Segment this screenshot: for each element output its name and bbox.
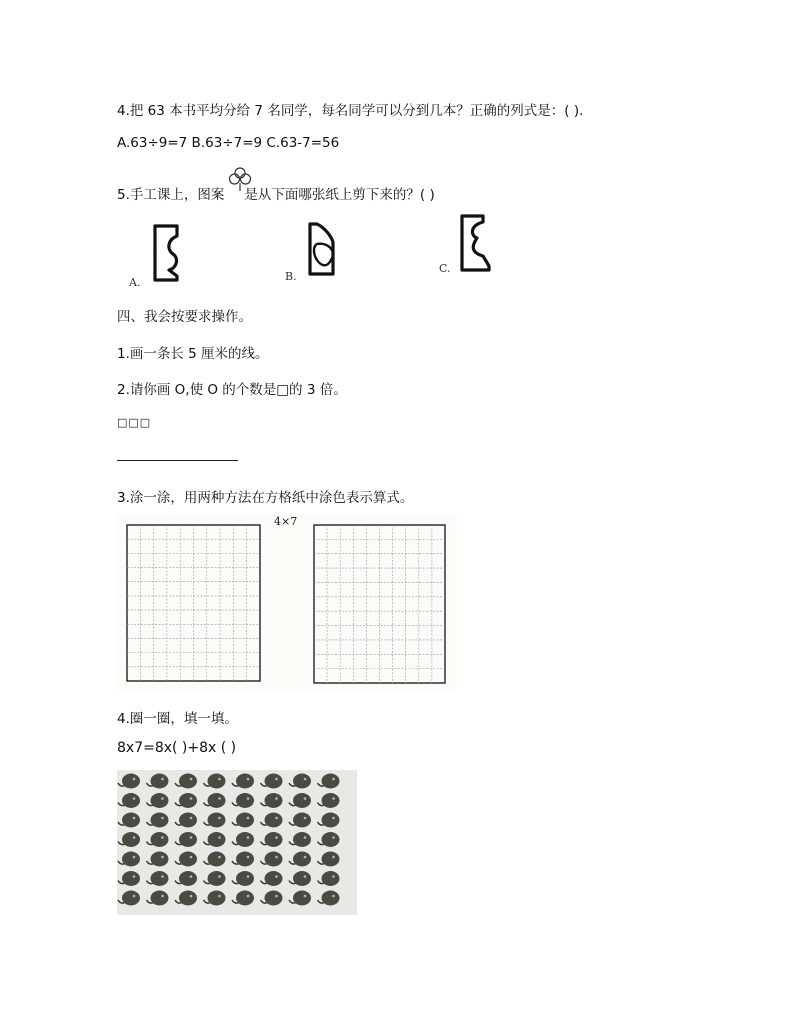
bead — [289, 832, 311, 847]
bead — [289, 774, 311, 789]
bead — [232, 852, 254, 867]
bead — [318, 852, 340, 867]
bead — [204, 852, 226, 867]
bead — [232, 832, 254, 847]
bead — [204, 891, 226, 906]
bead — [147, 852, 169, 867]
bead — [232, 891, 254, 906]
bead — [118, 813, 140, 828]
bead — [175, 813, 197, 828]
bead — [204, 832, 226, 847]
task-shade-grid: 3.涂一涂，用两种方法在方格纸中涂色表示算式。 — [117, 490, 414, 506]
bead — [261, 774, 283, 789]
answer-line — [117, 460, 238, 461]
bead — [232, 793, 254, 808]
bead — [204, 871, 226, 886]
bead — [289, 871, 311, 886]
clover-pattern-icon — [228, 166, 252, 192]
bead — [289, 813, 311, 828]
task-circle-fill: 4.圈一圈，填一填。 — [117, 711, 238, 727]
grid-paper-left — [127, 525, 260, 681]
question-4-options: A.63÷9=7 B.63÷7=9 C.63-7=56 — [117, 135, 340, 151]
bead — [175, 793, 197, 808]
bead — [318, 832, 340, 847]
paper-choice-b-label: B. — [285, 270, 297, 283]
bead — [147, 793, 169, 808]
paper-choice-a-shape — [155, 226, 177, 280]
bead — [204, 774, 226, 789]
bead — [318, 793, 340, 808]
bead — [118, 832, 140, 847]
bead — [175, 852, 197, 867]
question-5-text-before: 5.手工课上，图案 — [117, 187, 225, 203]
bead — [147, 832, 169, 847]
bead — [318, 774, 340, 789]
bead — [118, 891, 140, 906]
bead — [118, 774, 140, 789]
bead — [147, 774, 169, 789]
paper-choice-a-label: A. — [129, 276, 141, 289]
task-draw-line: 1.画一条长 5 厘米的线。 — [117, 346, 269, 362]
bead — [118, 793, 140, 808]
paper-choice-b-inner — [314, 244, 333, 266]
bead — [175, 891, 197, 906]
bead — [232, 774, 254, 789]
bead — [204, 793, 226, 808]
question-4: 4.把 63 本书平均分给 7 名同学，每名同学可以分到几本？正确的列式是：( ). — [117, 103, 584, 119]
grid-paper-right — [314, 525, 445, 683]
bead — [232, 871, 254, 886]
bead — [118, 871, 140, 886]
bead — [261, 871, 283, 886]
bead — [289, 852, 311, 867]
equation: 8x7=8x( )+8x ( ) — [117, 740, 237, 756]
squares-row: □□□ — [117, 416, 152, 429]
bead — [261, 891, 283, 906]
paper-choices-figure — [117, 210, 517, 290]
bead — [147, 871, 169, 886]
bead-array — [117, 770, 357, 915]
paper-choice-c-label: C. — [439, 262, 451, 275]
bead — [261, 852, 283, 867]
grid-expression: 4×7 — [274, 515, 298, 528]
question-5 — [117, 183, 435, 203]
bead — [261, 832, 283, 847]
bead — [318, 871, 340, 886]
paper-choice-c-shape — [462, 216, 489, 270]
bead — [147, 891, 169, 906]
bead — [261, 813, 283, 828]
bead — [204, 813, 226, 828]
bead — [289, 793, 311, 808]
bead — [175, 871, 197, 886]
question-5-text-after: 是从下面哪张纸上剪下来的？( ) — [244, 187, 435, 203]
task-draw-circles: 2.请你画 O,使 O 的个数是□的 3 倍。 — [117, 382, 347, 398]
bead — [175, 774, 197, 789]
bead — [318, 891, 340, 906]
grid-paper-area — [117, 515, 457, 690]
bead — [318, 813, 340, 828]
bead — [147, 813, 169, 828]
bead — [232, 813, 254, 828]
section-4-title: 四、我会按要求操作。 — [117, 309, 252, 325]
bead — [261, 793, 283, 808]
bead — [118, 852, 140, 867]
bead — [175, 832, 197, 847]
bead — [289, 891, 311, 906]
